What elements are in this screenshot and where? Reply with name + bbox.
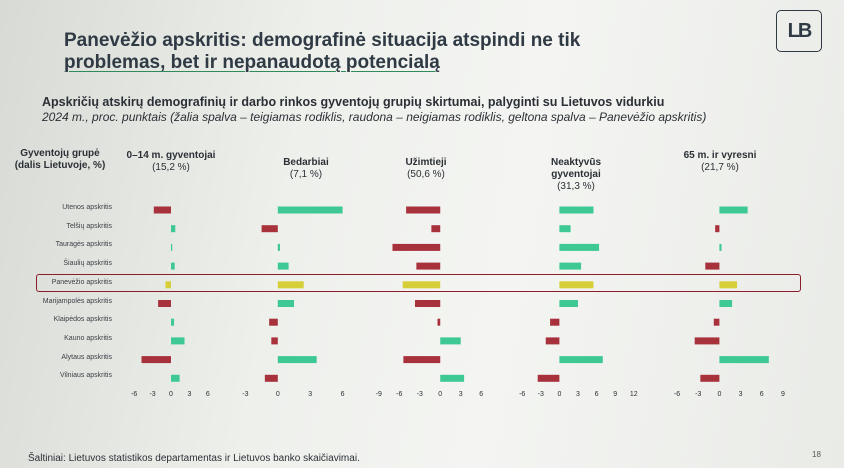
bar (550, 319, 559, 326)
x-tick-label: 0 (169, 391, 173, 398)
column-title: Bedarbiai (283, 157, 329, 168)
bar (538, 375, 560, 382)
bar (278, 244, 280, 251)
bar (719, 244, 721, 251)
row-header-line2: (dalis Lietuvoje, %) (14, 160, 106, 171)
region-label: Kauno apskritis (64, 334, 112, 342)
bar (719, 207, 747, 214)
slide-title-line1: Panevėžio apskritis: demografinė situacija atspindi ne tik (64, 30, 581, 51)
x-tick-label: 3 (576, 391, 580, 398)
bar (546, 337, 560, 344)
bar (695, 337, 720, 344)
x-tick-label: -3 (695, 391, 702, 398)
x-tick-label: -6 (131, 391, 138, 398)
region-label: Klaipėdos apskritis (53, 316, 112, 324)
column-title: 65 m. ir vyresni (683, 150, 757, 161)
lb-logo: LB (776, 10, 822, 52)
column-share: (15,2 %) (152, 162, 190, 173)
x-tick-label: 3 (458, 391, 463, 398)
x-tick-label: 6 (594, 391, 599, 398)
column-share: (50,6 %) (407, 169, 445, 180)
region-label: Tauragės apskritis (55, 241, 112, 249)
bar (705, 263, 719, 270)
bar (278, 300, 294, 307)
bar (719, 356, 768, 363)
x-tick-label: 6 (340, 391, 345, 398)
x-tick-label: 6 (205, 391, 210, 398)
column-title: 0–14 m. gyventojai (126, 150, 216, 161)
column-share: (21,7 %) (701, 162, 739, 173)
x-tick-label: -3 (537, 391, 544, 398)
x-tick-label: -3 (416, 391, 423, 398)
x-tick-label: 0 (275, 391, 280, 398)
bar (171, 337, 185, 344)
bar (719, 300, 732, 307)
bar (171, 375, 180, 382)
bar (271, 337, 277, 344)
bar (440, 337, 460, 344)
bar (559, 300, 578, 307)
x-tick-label: 12 (629, 391, 638, 398)
slide-title-line2: problemas, bet ir nepanaudotą potencialą (64, 52, 440, 73)
region-label: Vilniaus apskritis (59, 372, 112, 380)
bar (440, 375, 464, 382)
bar (416, 263, 440, 270)
bar (406, 207, 440, 214)
column-share: (7,1 %) (289, 169, 323, 180)
bar (559, 207, 593, 214)
bar (142, 356, 171, 363)
bar (403, 281, 441, 288)
source-note: Šaltiniai: Lietuvos statistikos departamentas ir Lietuvos banko skaičiavimai. (28, 453, 360, 464)
bar (265, 375, 278, 382)
bar (559, 356, 602, 363)
page-number: 18 (812, 450, 821, 459)
bar (700, 375, 719, 382)
bar (559, 263, 581, 270)
x-tick-label: -3 (242, 391, 249, 398)
region-label: Alytaus apskritis (61, 353, 112, 361)
x-tick-label: -6 (519, 391, 526, 398)
bar (278, 263, 289, 270)
x-tick-label: 6 (759, 391, 764, 398)
row-header-line1: Gyventojų grupė (20, 148, 100, 159)
region-label: Utenos apskritis (62, 204, 112, 211)
bar (719, 281, 737, 288)
column-share: (31,3 %) (557, 181, 595, 192)
column-title: Užimtieji (405, 157, 447, 168)
region-label: Panevėžio apskritis (51, 278, 112, 286)
bar (559, 281, 593, 288)
column-title: Neaktyvūs gyventojai (550, 157, 602, 180)
bar (392, 244, 440, 251)
chart-caption: 2024 m., proc. punktais (žalia spalva – teigiamas rodiklis, raudona – neigiamas rodiklis, geltona spalva – Panevėžio apskritis) (42, 110, 707, 124)
x-tick-label: 3 (308, 391, 313, 398)
x-tick-label: -3 (149, 391, 156, 398)
bar (431, 225, 440, 232)
x-tick-label: 0 (438, 391, 443, 398)
bar (171, 225, 175, 232)
x-tick-label: 0 (557, 391, 562, 398)
x-tick-label: 3 (187, 391, 192, 398)
region-label: Telšių apskritis (66, 222, 112, 230)
chart-subtitle: Apskričių atskirų demografinių ir darbo rinkos gyventojų grupių skirtumai, palyginti su Lietuvos vidurkiu (42, 95, 665, 109)
bar (415, 300, 440, 307)
x-tick-label: 0 (717, 391, 722, 398)
x-tick-label: 6 (479, 391, 484, 398)
x-tick-label: 9 (613, 391, 618, 398)
bar (171, 244, 172, 251)
bar (158, 300, 171, 307)
bar (262, 225, 278, 232)
bar (714, 319, 720, 326)
x-tick-label: -9 (375, 391, 382, 398)
x-tick-label: -6 (396, 391, 403, 398)
x-tick-label: -6 (673, 391, 681, 398)
region-label: Šiaulių apskritis (63, 260, 112, 268)
bar (715, 225, 719, 232)
bar (154, 207, 171, 214)
bar (559, 244, 599, 251)
bar (171, 263, 175, 270)
bar (403, 356, 440, 363)
bar (438, 319, 441, 326)
x-tick-label: 9 (780, 391, 785, 398)
bar (165, 281, 171, 288)
region-label: Marijampolės apskritis (42, 297, 112, 305)
bar (278, 281, 304, 288)
bar (559, 225, 570, 232)
x-tick-label: 3 (738, 391, 743, 398)
bar (269, 319, 278, 326)
bar (278, 356, 317, 363)
bar (171, 319, 174, 326)
bar (278, 207, 343, 214)
